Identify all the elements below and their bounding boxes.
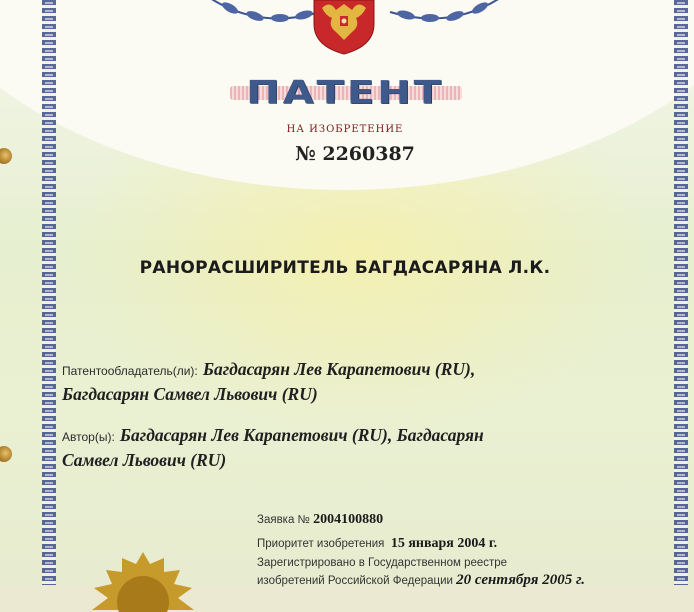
priority-date: 15 января 2004 г. xyxy=(390,536,498,551)
authors-line1: Багдасарян Лев Карапетович (RU), Багдасарян xyxy=(119,425,484,445)
document-subtitle: НА ИЗОБРЕТЕНИЕ xyxy=(286,124,404,135)
authors-line2: Самвел Львович (RU) xyxy=(62,450,227,470)
patent-holders-label: Патентообладатель(ли): xyxy=(62,364,198,378)
patent-holders-block xyxy=(62,358,622,406)
registration-date: 20 сентября 2005 г. xyxy=(456,572,586,588)
registration-row xyxy=(257,572,585,589)
left-ornament-border xyxy=(42,0,56,585)
registration-label: изобретений Российской Федерации xyxy=(257,575,453,587)
patent-number: № 2260387 xyxy=(295,143,415,165)
page-title: ПАТЕНТ xyxy=(246,74,444,112)
application-number-row xyxy=(257,512,383,528)
coat-of-arms-icon xyxy=(300,0,388,56)
authors-label: Автор(ы): xyxy=(62,430,115,444)
registration-line1: Зарегистрировано в Государственном реестре xyxy=(257,557,508,569)
application-label: Заявка № xyxy=(257,514,310,526)
gold-seal-icon xyxy=(88,552,198,612)
priority-label: Приоритет изобретения xyxy=(257,538,385,550)
binder-hole-icon xyxy=(0,446,12,462)
authors-block xyxy=(62,424,622,472)
right-ornament-border xyxy=(674,0,688,585)
patent-holders-line1: Багдасарян Лев Карапетович (RU), xyxy=(202,359,476,379)
patent-holders-line2: Багдасарян Самвел Львович (RU) xyxy=(62,384,318,404)
invention-title: РАНОРАСШИРИТЕЛЬ БАГДАСАРЯНА Л.К. xyxy=(139,258,551,278)
binder-hole-icon xyxy=(0,148,12,164)
priority-row xyxy=(257,536,497,552)
application-number: 2004100880 xyxy=(313,512,384,527)
